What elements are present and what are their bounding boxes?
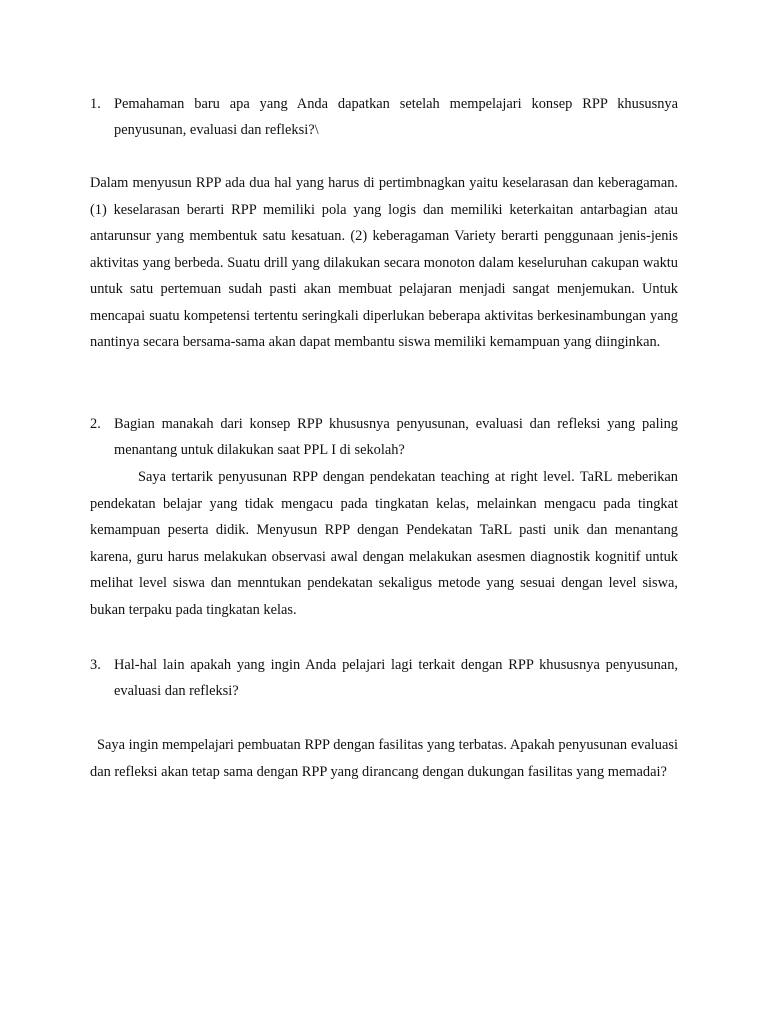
question-2 xyxy=(90,411,678,463)
question-text: Bagian manakah dari konsep RPP khususnya penyusunan, evaluasi dan refleksi yang paling menantang untuk dilakukan saat PPL I di sekolah? xyxy=(114,416,678,458)
question-text: Hal-hal lain apakah yang ingin Anda pelajari lagi terkait dengan RPP khususnya penyusunan, evaluasi dan refleksi? xyxy=(114,657,678,699)
answer-1: Dalam menyusun RPP ada dua hal yang harus di pertimbnagkan yaitu keselarasan dan keberagaman. (1) keselarasan berarti RPP memiliki pola yang logis dan memiliki keterkaitan antarbagian atau antarunsur yang membentuk satu kesatuan. (2) keberagaman Variety berarti penggunaan jenis-jenis aktivitas yang berbeda. Suatu drill yang dilakukan secara monoton dalam keseluruhan cakupan waktu untuk satu pertemuan sudah pasti akan membuat pelajaran menjadi sangat menjemukan. Untuk mencapai suatu kompetensi tertentu seringkali diperlukan beberapa aktivitas berkesinambungan yang nantinya secara bersama-sama akan dapat membantu siswa memiliki kemampuan yang diinginkan. xyxy=(90,175,678,350)
question-1 xyxy=(90,91,678,143)
answer-3: Saya ingin mempelajari pembuatan RPP dengan fasilitas yang terbatas. Apakah penyusunan evaluasi dan refleksi akan tetap sama dengan RPP yang dirancang dengan dukungan fasilitas yang memadai? xyxy=(90,737,678,780)
question-number: 3. xyxy=(90,657,101,673)
question-number: 2. xyxy=(90,416,101,432)
question-text: Pemahaman baru apa yang Anda dapatkan setelah mempelajari konsep RPP khususnya penyusunan, evaluasi dan refleksi?\ xyxy=(114,96,678,138)
question-number: 1. xyxy=(90,96,101,112)
question-3 xyxy=(90,652,678,704)
answer-2: Saya tertarik penyusunan RPP dengan pendekatan teaching at right level. TaRL meberikan pendekatan belajar yang tidak mengacu pada tingkatan kelas, melainkan mengacu pada tingkat kemampuan peserta didik. Menyusun RPP dengan Pendekatan TaRL pasti unik dan menantang karena, guru harus melakukan observasi awal dengan melakukan asesmen diagnostik kognitif untuk melihat level siswa dan menntukan pendekatan sekaligus metode yang sesuai dengan level siswa, bukan terpaku pada tingkatan kelas. xyxy=(90,469,678,618)
